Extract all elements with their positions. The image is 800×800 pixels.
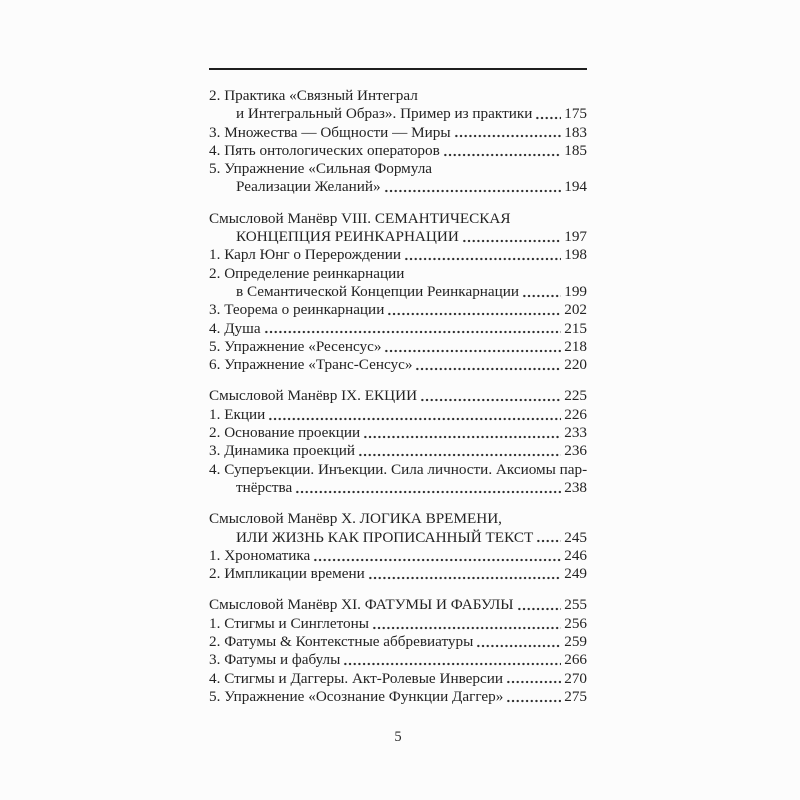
- toc-entry-line: [209, 565, 587, 583]
- toc-entry-title: 4. Душа: [209, 319, 261, 337]
- toc-entry-title: тнёрства: [236, 478, 293, 496]
- dot-leader: [536, 539, 561, 543]
- toc-entry-line: [209, 246, 587, 264]
- toc-entry-title: 2. Практика «Связный Интеграл: [209, 87, 418, 104]
- toc-entry-line: [209, 228, 587, 246]
- toc-entry-page-number: 236: [564, 442, 587, 460]
- toc-entry-title: КОНЦЕПЦИЯ РЕИНКАРНАЦИИ: [236, 228, 459, 246]
- dot-leader: [454, 134, 562, 138]
- dot-leader: [462, 239, 561, 243]
- toc-entry-line: [209, 210, 587, 228]
- dot-leader: [387, 312, 561, 316]
- dot-leader: [384, 189, 562, 193]
- toc-entry-title: 2. Основание проекции: [209, 424, 361, 442]
- toc-entry-page-number: 199: [564, 282, 587, 300]
- dot-leader: [384, 349, 561, 353]
- toc-entry-title: 4. Суперъекции. Инъекции. Сила личности. Аксиомы пар-: [209, 460, 588, 478]
- toc-entry-line: [209, 615, 587, 633]
- toc-section: [209, 510, 587, 583]
- dot-leader: [264, 330, 562, 334]
- dot-leader: [368, 576, 561, 580]
- toc-entry-title: 1. Стигмы и Синглетоны: [209, 614, 369, 632]
- toc-entry-title: Смысловой Манёвр VIII. СЕМАНТИЧЕСКАЯ: [209, 209, 511, 227]
- toc-entry-page-number: 270: [564, 669, 587, 687]
- dot-leader: [506, 680, 561, 684]
- toc-entry-line: [209, 265, 587, 283]
- toc-entry-title: 1. Хрономатика: [209, 546, 311, 564]
- toc-entry-line: [209, 670, 587, 688]
- toc-entry-line: [209, 510, 587, 528]
- toc-section: [209, 387, 587, 497]
- toc-section: [209, 87, 587, 197]
- toc-entry-line: [209, 424, 587, 442]
- toc-section: [209, 596, 587, 706]
- dot-leader: [363, 435, 561, 439]
- toc-entry-title: 1. Екции: [209, 405, 266, 423]
- toc-entry-page-number: 246: [564, 546, 587, 564]
- toc-entry-page-number: 249: [564, 565, 587, 583]
- toc-entry-title: Смысловой Манёвр XI. ФАТУМЫ И ФАБУЛЫ: [209, 596, 514, 614]
- toc-entry-title: 2. Импликации времени: [209, 565, 365, 583]
- toc-entry-page-number: 198: [564, 246, 587, 264]
- toc-entry-title: в Семантической Концепции Реинкарнации: [236, 282, 520, 300]
- dot-leader: [443, 153, 561, 157]
- dot-leader: [358, 453, 561, 457]
- toc-entry-page-number: 225: [564, 387, 587, 405]
- toc-entry-line: [209, 338, 587, 356]
- toc-entry-title: и Интегральный Образ». Пример из практики: [236, 105, 533, 123]
- toc-entry-line: [209, 178, 587, 196]
- toc-entry-line: [209, 633, 587, 651]
- toc-entry-line: [209, 356, 587, 374]
- toc-entry-page-number: 245: [564, 528, 587, 546]
- toc-entry-page-number: 255: [564, 596, 587, 614]
- toc-entry-line: [209, 142, 587, 160]
- dot-leader: [313, 558, 561, 562]
- toc-entry-line: [209, 688, 587, 706]
- toc-entry-line: [209, 406, 587, 424]
- toc-entry-line: [209, 547, 587, 565]
- toc-entry-page-number: 197: [564, 228, 587, 246]
- toc-entry-line: [209, 105, 587, 123]
- toc-entry-line: [209, 160, 587, 178]
- toc-entry-page-number: 220: [564, 356, 587, 374]
- header-rule: [209, 68, 587, 70]
- toc-entry-line: [209, 442, 587, 460]
- dot-leader: [343, 662, 561, 666]
- toc-entry-line: [209, 283, 587, 301]
- toc-entry-page-number: 226: [564, 405, 587, 423]
- toc-entry-page-number: 194: [564, 178, 587, 196]
- toc-entry-page-number: 183: [564, 123, 587, 141]
- page-number: 5: [394, 729, 402, 745]
- table-of-contents: [209, 87, 587, 719]
- toc-entry-title: 5. Упражнение «Ресенсус»: [209, 337, 382, 355]
- toc-entry-line: [209, 461, 587, 479]
- dot-leader: [476, 644, 561, 648]
- dot-leader: [420, 398, 561, 402]
- toc-entry-title: 3. Фатумы и фабулы: [209, 651, 341, 669]
- toc-entry-line: [209, 529, 587, 547]
- toc-entry-title: 2. Фатумы & Контекстные аббревиатуры: [209, 633, 474, 651]
- toc-entry-line: [209, 320, 587, 338]
- dot-leader: [372, 626, 561, 630]
- toc-entry-page-number: 259: [564, 633, 587, 651]
- toc-entry-title: 5. Упражнение «Сильная Формула: [209, 160, 433, 178]
- toc-entry-title: Реализации Желаний»: [236, 178, 381, 196]
- toc-entry-page-number: 175: [564, 105, 587, 123]
- dot-leader: [522, 294, 561, 298]
- dot-leader: [268, 417, 561, 421]
- toc-entry-title: 3. Теорема о реинкарнации: [209, 301, 385, 319]
- toc-entry-title: 1. Карл Юнг о Перерождении: [209, 246, 401, 264]
- dot-leader: [295, 490, 561, 494]
- toc-entry-line: [209, 596, 587, 614]
- dot-leader: [415, 367, 561, 371]
- toc-entry-title: 2. Определение реинкарнации: [209, 264, 405, 282]
- toc-entry-page-number: 185: [564, 141, 587, 159]
- toc-entry-title: ИЛИ ЖИЗНЬ КАК ПРОПИСАННЫЙ ТЕКСТ: [236, 528, 534, 546]
- toc-entry-page-number: 275: [564, 687, 587, 705]
- dot-leader: [506, 699, 561, 703]
- toc-entry-title: 5. Упражнение «Осознание Функции Даггер»: [209, 687, 504, 705]
- toc-entry-line: [209, 387, 587, 405]
- toc-entry-page-number: 256: [564, 614, 587, 632]
- toc-entry-title: 4. Стигмы и Даггеры. Акт-Ролевые Инверсии: [209, 669, 503, 687]
- toc-entry-title: 6. Упражнение «Транс-Сенсус»: [209, 356, 413, 374]
- toc-entry-page-number: 266: [564, 651, 587, 669]
- toc-entry-line: [209, 87, 587, 105]
- toc-entry-line: [209, 301, 587, 319]
- toc-entry-title: 4. Пять онтологических операторов: [209, 141, 440, 159]
- dot-leader: [517, 607, 562, 611]
- toc-entry-title: Смысловой Манёвр X. ЛОГИКА ВРЕМЕНИ,: [209, 510, 502, 528]
- toc-entry-title: 3. Множества — Общности — Миры: [209, 123, 451, 141]
- dot-leader: [535, 116, 561, 120]
- toc-section: [209, 210, 587, 375]
- toc-entry-title: Смысловой Манёвр IX. ЕКЦИИ: [209, 387, 418, 405]
- toc-entry-page-number: 202: [564, 301, 587, 319]
- toc-entry-page-number: 233: [564, 424, 587, 442]
- toc-entry-title: 3. Динамика проекций: [209, 442, 355, 460]
- toc-entry-line: [209, 651, 587, 669]
- toc-entry-page-number: 238: [564, 478, 587, 496]
- toc-entry-line: [209, 479, 587, 497]
- dot-leader: [404, 257, 561, 261]
- toc-entry-page-number: 215: [564, 319, 587, 337]
- toc-entry-page-number: 218: [564, 337, 587, 355]
- toc-entry-line: [209, 124, 587, 142]
